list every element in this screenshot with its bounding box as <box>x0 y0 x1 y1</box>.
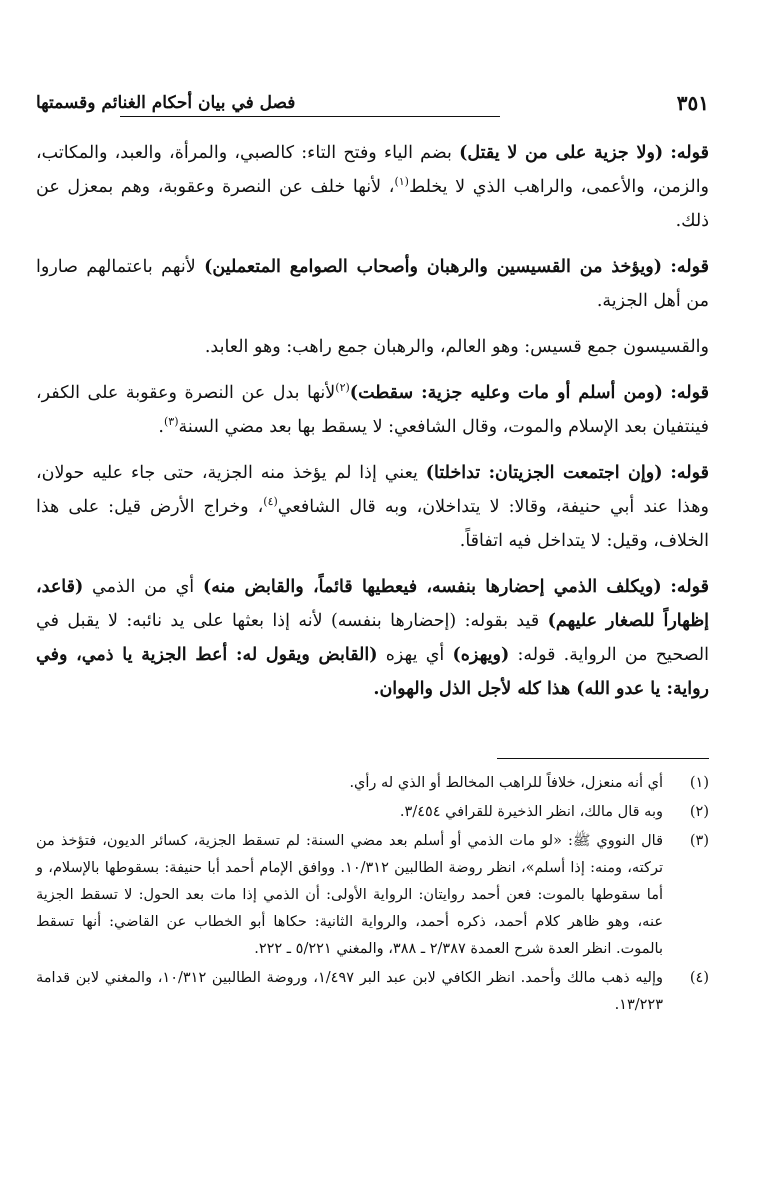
quoted-text: (ومن أسلم أو مات وعليه جزية: سقطت) <box>349 383 663 403</box>
footnote-number: (٢) <box>689 804 709 820</box>
paragraph-4 <box>36 376 709 444</box>
footnotes <box>36 770 709 1021</box>
quoted-text: (القابض ويقول له: أعط الجزية يا ذمي، وفي رواية: يا عدو الله) هذا كله لأجل الذل والهوان. <box>36 645 709 699</box>
commentary-text: والقسيسون جمع قسيس: وهو العالم، والرهبان جمع راهب: وهو العابد. <box>204 337 709 357</box>
commentary-text: ، وخراج الأرض قيل: على هذا الخلاف، وقيل: لا يتداخل فيه اتفاقاً. <box>36 497 709 551</box>
page-number: ٣٥١ <box>676 91 709 115</box>
keyword-qawluhu: قوله: <box>670 577 709 597</box>
quoted-text: (قاعد، إظهاراً للصغار عليهم) <box>36 577 709 631</box>
paragraph-2 <box>36 250 709 318</box>
footnote <box>36 770 709 797</box>
paragraph-5 <box>36 456 709 558</box>
footnote-text: وإليه ذهب مالك وأحمد. انظر الكافي لابن عبد البر ١/٤٩٧، وروضة الطالبين ١٠/٣١٢، والمغني لابن قدامة ١٣/٢٢٣. <box>36 970 664 1013</box>
commentary-text: أي من الذمي <box>83 577 203 597</box>
footnote-ref: (٤) <box>263 495 278 509</box>
quoted-text: (وإن اجتمعت الجزيتان: تداخلتا) <box>425 463 663 483</box>
quoted-text: (ولا جزية على من لا يقتل) <box>459 143 664 163</box>
footnote-number: (٤) <box>689 970 709 986</box>
quoted-text: (ويؤخذ من القسيسين والرهبان وأصحاب الصوامع المتعملين) <box>204 257 663 277</box>
footnote-text: وبه قال مالك، انظر الذخيرة للقرافي ٣/٤٥٤. <box>399 804 663 820</box>
footnote-text: أي أنه منعزل، خلافاً للراهب المخالط أو الذي له رأي. <box>349 775 663 791</box>
keyword-qawluhu: قوله: <box>670 463 709 483</box>
running-header <box>36 88 709 118</box>
paragraph-1 <box>36 136 709 238</box>
footnote-ref: (٣) <box>163 415 179 429</box>
footnote-ref: (٢) <box>335 381 350 395</box>
paragraph-6 <box>36 570 709 706</box>
footnote <box>36 799 709 826</box>
commentary-text: ، لأنها خلف عن النصرة وعقوبة، وهم بمعزل عن ذلك. <box>36 177 709 231</box>
footnote-text: قال النووي ﷺ: «لو مات الذمي أو أسلم بعد مضي السنة: لم تسقط الجزية، كسائر الديون، فتؤخذ من تركته، ومنه: إذا أسلم»، انظر روضة الطالبين ١٠/٣١٢. ووافق الإمام أحمد أبا حنيفة: بسقوطها بالإسلام، و أما سقوطها بالموت: فعن أحمد روايتان: الرواية الأولى: أن الذمي إذا مات بعد الحول: لا تسقط الجزية عنه، وهو ظاهر كلام أحمد، ذكره أحمد، والرواية الثانية: حكاها أبو الخطاب عن القاضي: أنها تسقط بالموت. انظر العدة شرح العمدة ٢/٣٨٧ ـ ٣٨٨، والمغني ٥/٢٢١ ـ ٢٢٢. <box>36 833 663 957</box>
paragraph-3 <box>36 330 709 364</box>
commentary-text: . <box>158 417 164 437</box>
commentary-text: بضم الياء وفتح التاء: كالصبي، والمرأة، والعبد، والمكاتب، والزمن، والأعمى، والراهب الذي لا يخلط <box>36 143 710 197</box>
footnote-number: (١) <box>689 775 709 791</box>
main-text <box>36 136 709 718</box>
commentary-text: لأنهم باعتمالهم صاروا من أهل الجزية. <box>36 257 709 311</box>
footnote-ref: (١) <box>394 175 409 189</box>
footnote <box>36 828 709 963</box>
footnote <box>36 965 709 1019</box>
commentary-text: يعني إذا لم يؤخذ منه الجزية، حتى جاء عليه حولان، وهذا عند أبي حنيفة، وقالا: لا يتداخلان، وبه قال الشافعي <box>36 463 709 517</box>
commentary-text: قيد بقوله: (إحضارها بنفسه) لأنه إذا بعثها على يد نائبه: لا يقبل في الصحيح من الرواية. قوله: <box>36 611 709 665</box>
keyword-qawluhu: قوله: <box>670 257 709 277</box>
commentary-text: لأنها بدل عن النصرة وعقوبة على الكفر، فينتفيان بعد الإسلام والموت، وقال الشافعي: لا يسقط بها بعد مضي السنة <box>36 383 709 437</box>
keyword-qawluhu: قوله: <box>670 383 709 403</box>
quoted-text: (ويهزه) <box>452 645 510 665</box>
footnote-separator <box>497 758 709 759</box>
header-rule <box>120 116 500 117</box>
header-title: فصل في بيان أحكام الغنائم وقسمتها <box>36 93 296 113</box>
commentary-text: أي يهزه <box>377 645 453 665</box>
footnote-number: (٣) <box>689 833 709 849</box>
keyword-qawluhu: قوله: <box>670 143 709 163</box>
quoted-text: (ويكلف الذمي إحضارها بنفسه، فيعطيها قائماً، والقابض منه) <box>202 577 662 597</box>
